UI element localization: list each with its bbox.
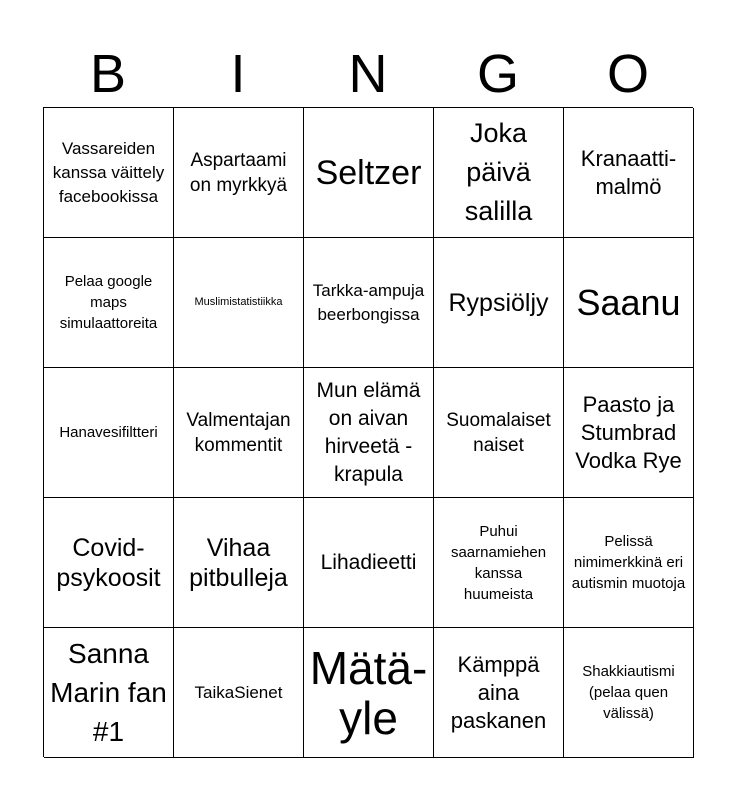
bingo-cell[interactable]: [564, 498, 694, 628]
cell-text: Muslimistatistiikka: [194, 296, 283, 308]
header-letter-i: I: [230, 44, 246, 104]
bingo-board: [43, 107, 693, 757]
bingo-cell[interactable]: [304, 498, 434, 628]
cell-text: Vassareiden kanssa väittely facebookissa: [52, 138, 165, 206]
cell-text: Covid-psykoosit: [56, 533, 161, 592]
cell-text: Pelaa google maps simulaattoreita: [59, 273, 158, 332]
cell-text: Valmentajan kommentit: [186, 409, 291, 456]
cell-text: Joka päivä salilla: [464, 118, 533, 226]
bingo-cell[interactable]: [304, 238, 434, 368]
bingo-cell[interactable]: [564, 238, 694, 368]
bingo-cell[interactable]: [564, 368, 694, 498]
header-letter-g: G: [476, 44, 519, 104]
cell-text: Saanu: [576, 281, 681, 323]
cell-text: Seltzer: [315, 153, 422, 192]
cell-text: Shakkiautismi (pelaa quen välissä): [582, 663, 675, 722]
bingo-cell[interactable]: [174, 238, 304, 368]
bingo-cell[interactable]: [174, 368, 304, 498]
bingo-cell[interactable]: [44, 498, 174, 628]
cell-text: Tarkka-ampuja beerbongissa: [312, 280, 425, 324]
cell-text: Mätä-yle: [309, 641, 428, 744]
cell-text: Vihaa pitbulleja: [189, 533, 288, 592]
cell-text: TaikaSienet: [194, 682, 283, 702]
bingo-cell[interactable]: [564, 628, 694, 758]
bingo-cell[interactable]: [304, 108, 434, 238]
bingo-header: [43, 40, 693, 108]
bingo-cell[interactable]: [434, 108, 564, 238]
header-letter-o: O: [606, 44, 649, 104]
bingo-cell[interactable]: [44, 368, 174, 498]
cell-text: Paasto ja Stumbrad Vodka Rye: [575, 391, 682, 473]
header-letter-b: B: [89, 44, 127, 104]
bingo-cell[interactable]: [434, 628, 564, 758]
cell-text: Kranaatti-malmö: [580, 145, 677, 199]
bingo-cell[interactable]: [304, 368, 434, 498]
cell-text: Kämppä aina paskanen: [450, 651, 547, 733]
bingo-cell[interactable]: [434, 238, 564, 368]
bingo-cell[interactable]: [564, 108, 694, 238]
cell-text: Rypsiöljy: [448, 288, 549, 317]
header-letter-n: N: [348, 44, 388, 104]
bingo-cell[interactable]: [174, 498, 304, 628]
bingo-cell[interactable]: [174, 108, 304, 238]
cell-text: Mun elämä on aivan hirveetä - krapula: [316, 378, 421, 486]
cell-text: Pelissä nimimerkkinä eri autismin muotoja: [571, 533, 686, 592]
cell-text: Lihadieetti: [320, 550, 417, 574]
bingo-cell[interactable]: [434, 498, 564, 628]
bingo-cell[interactable]: [174, 628, 304, 758]
cell-text: Suomalaiset naiset: [446, 409, 551, 456]
bingo-cell[interactable]: [44, 628, 174, 758]
bingo-cell[interactable]: [44, 108, 174, 238]
bingo-cell[interactable]: [434, 368, 564, 498]
cell-text: Sanna Marin fan #1: [50, 638, 167, 747]
cell-text: Puhui saarnamiehen kanssa huumeista: [450, 522, 547, 603]
bingo-cell[interactable]: [304, 628, 434, 758]
cell-text: Aspartaami on myrkkyä: [189, 149, 288, 196]
cell-text: Hanavesifiltteri: [59, 424, 158, 441]
bingo-cell[interactable]: [44, 238, 174, 368]
